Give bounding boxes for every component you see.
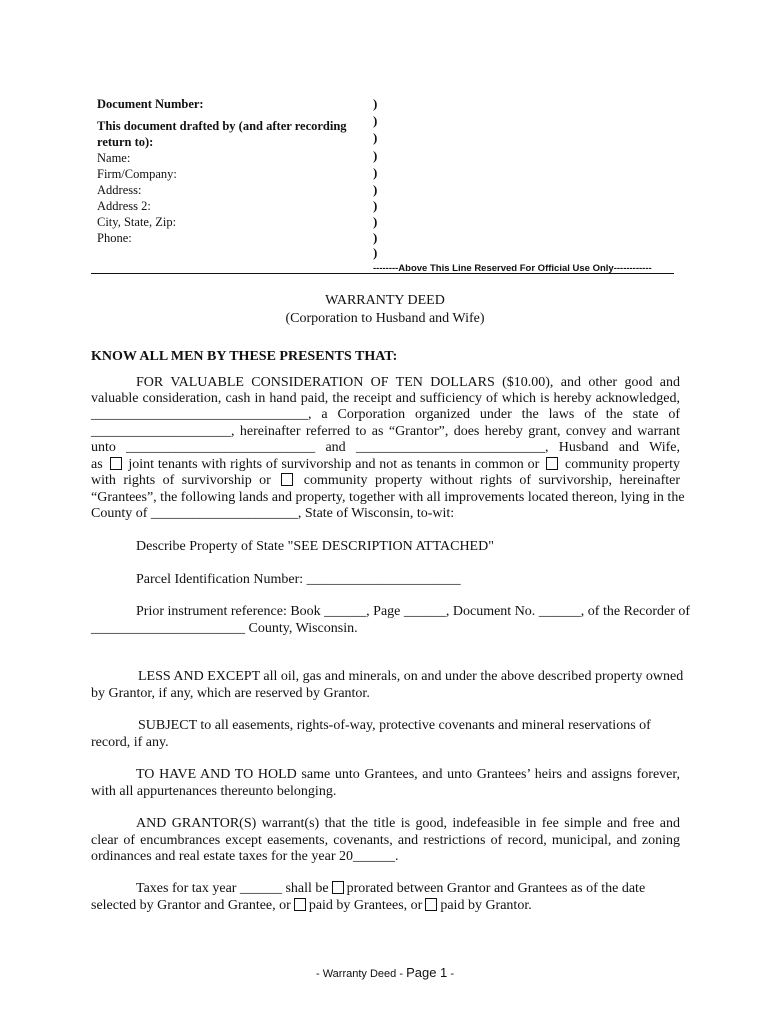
document-subtitle: (Corporation to Husband and Wife) — [285, 311, 485, 326]
property-description: Describe Property of State "SEE DESCRIPTION ATTACHED" — [136, 539, 494, 554]
prorated-checkbox[interactable] — [332, 881, 344, 894]
drafted-by-label-cont: return to): — [97, 135, 154, 149]
parcel-id-line: Parcel Identification Number: ______________________ — [136, 572, 461, 587]
paid-by-grantor-text: paid by Grantor. — [440, 898, 532, 913]
subject-line: record, if any. — [91, 735, 169, 750]
drafted-by-label: This document drafted by (and after recording — [97, 119, 347, 133]
paren: ) — [373, 214, 378, 229]
paren: ) — [373, 198, 378, 213]
consideration-line: valuable consideration, cash in hand paid, the receipt and sufficiency of which is hereby acknowledged, — [91, 391, 680, 406]
official-use-notice: --------Above This Line Reserved For Official Use Only------------ — [373, 263, 652, 274]
paren: ) — [373, 96, 378, 111]
paid-by-grantees-text: paid by Grantees, or — [308, 898, 423, 913]
address-label: Address: — [97, 183, 142, 197]
paren: ) — [373, 182, 378, 197]
city-state-zip-label: City, State, Zip: — [97, 215, 177, 229]
grantor-line: ____________________, hereinafter referred to as “Grantor”, does hereby grant, convey and warrant — [91, 424, 680, 439]
joint-tenants-checkbox[interactable] — [110, 457, 122, 470]
know-all-men-heading: KNOW ALL MEN BY THESE PRESENTS THAT: — [91, 349, 398, 364]
document-title: WARRANTY DEED — [325, 293, 445, 308]
taxes-text: Taxes for tax year ______ shall be — [136, 881, 329, 896]
paid-by-grantees-checkbox[interactable] — [294, 898, 306, 911]
paren: ) — [373, 165, 378, 180]
paren: ) — [373, 245, 378, 260]
paren: ) — [373, 230, 378, 245]
paren: ) — [373, 130, 378, 145]
paren: ) — [373, 113, 378, 128]
community-property-no-survivorship-checkbox[interactable] — [281, 473, 293, 486]
name-label: Name: — [97, 151, 131, 165]
phone-label: Phone: — [97, 231, 132, 245]
community-property-survivorship-checkbox[interactable] — [546, 457, 558, 470]
address2-label: Address 2: — [97, 199, 151, 213]
warranty-line: AND GRANTOR(S) warrant(s) that the title is good, indefeasible in fee simple and free and — [136, 816, 680, 831]
taxes-line — [91, 898, 532, 914]
paren: ) — [373, 148, 378, 163]
consideration-line: FOR VALUABLE CONSIDERATION OF TEN DOLLARS ($10.00), and other good and — [136, 375, 680, 390]
taxes-text: selected by Grantor and Grantee, or — [91, 898, 291, 913]
tenancy-line — [91, 457, 680, 473]
less-except-line: LESS AND EXCEPT all oil, gas and minerals, on and under the above described property owned — [138, 669, 684, 684]
grantees-line: unto ___________________________ and ___________________________, Husband and Wife, — [91, 440, 680, 455]
prior-instrument-line: Prior instrument reference: Book ______, Page ______, Document No. ______, of the Recorder of — [136, 604, 691, 619]
habendum-line: with all appurtenances thereunto belonging. — [91, 784, 337, 799]
community-property-text: community property — [565, 457, 681, 472]
corporation-line: _______________________________, a Corporation organized under the laws of the state of — [91, 407, 680, 422]
taxes-line — [136, 881, 645, 897]
page-footer — [0, 965, 770, 980]
warranty-line: ordinances and real estate taxes for the year 20______. — [91, 849, 399, 864]
warranty-line: clear of encumbrances except easements, covenants, and restrictions of record, municipal, and zoning — [91, 833, 680, 848]
firm-label: Firm/Company: — [97, 167, 177, 181]
habendum-line: TO HAVE AND TO HOLD same unto Grantees, and unto Grantees’ heirs and assigns forever, — [136, 767, 680, 782]
document-number-label: Document Number: — [97, 97, 204, 111]
county-line: County of _____________________, State of Wisconsin, to-wit: — [91, 506, 455, 521]
subject-line: SUBJECT to all easements, rights-of-way, protective covenants and mineral reservations of — [138, 718, 651, 733]
tenancy-as: as — [91, 457, 103, 472]
page-number: Page 1 — [406, 965, 448, 980]
less-except-line: by Grantor, if any, which are reserved by Grantor. — [91, 686, 370, 701]
no-survivorship-text: community property without rights of survivorship, hereinafter — [303, 473, 681, 488]
header-divider — [91, 273, 674, 274]
footer-label: - Warranty Deed - — [315, 968, 403, 980]
prorated-text: prorated between Grantor and Grantees as of the date — [346, 881, 646, 896]
paid-by-grantor-checkbox[interactable] — [425, 898, 437, 911]
tenancy-line — [91, 473, 680, 489]
joint-tenants-text: joint tenants with rights of survivorship and not as tenants in common or — [128, 457, 540, 472]
grantees-property-line: “Grantees”, the following lands and property, together with all improvements located thereon, lying in the — [91, 490, 685, 505]
prior-instrument-county: ______________________ County, Wisconsin. — [91, 621, 358, 636]
footer-dash: - — [450, 968, 454, 980]
survivorship-text: with rights of survivorship or — [91, 473, 271, 488]
